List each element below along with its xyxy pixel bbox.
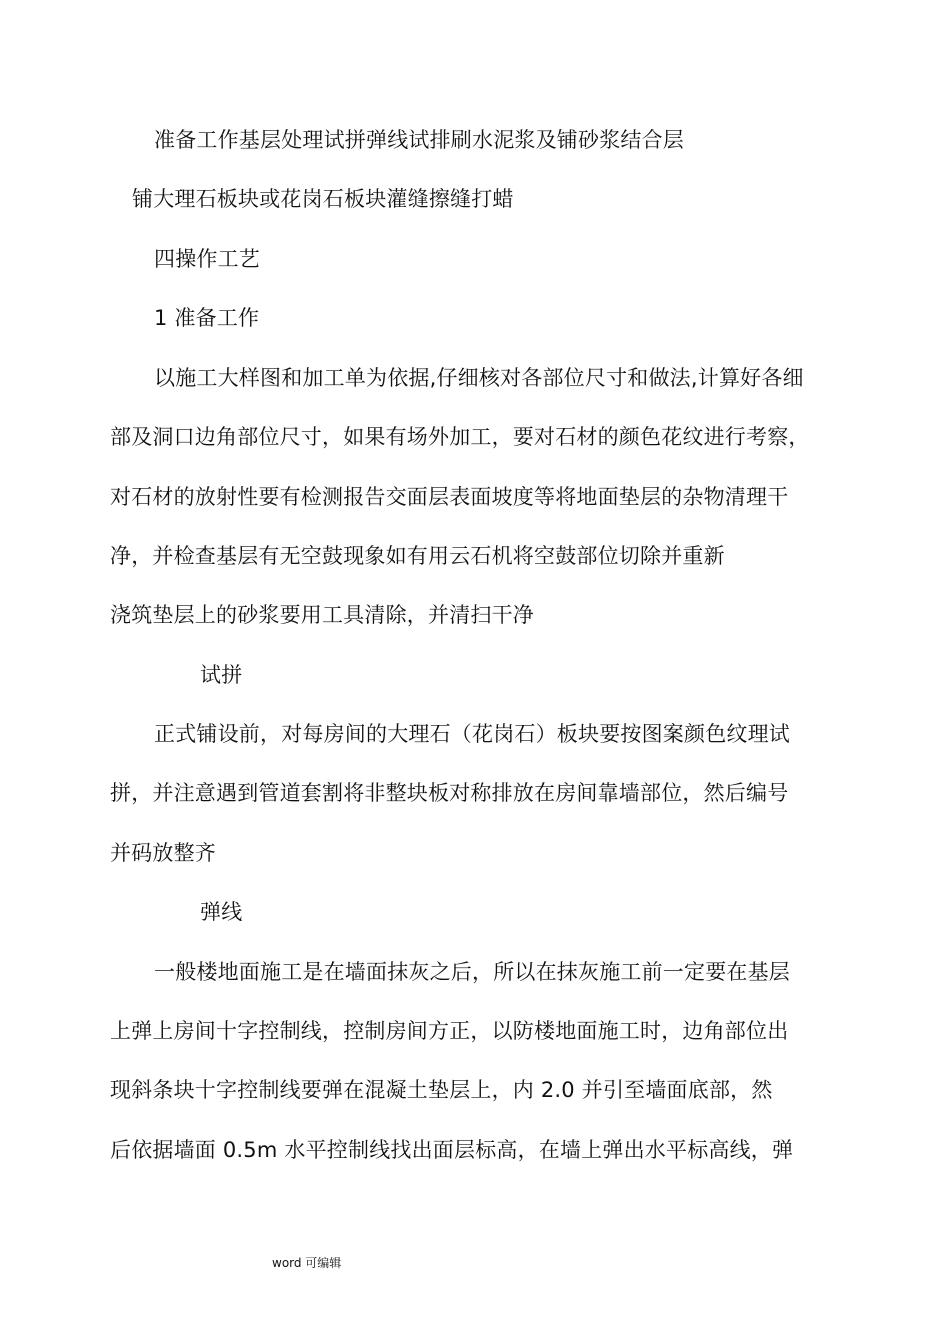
- text-line-2: 铺大理石板块或花岗石板块灌缝擦缝打蜡: [132, 187, 514, 211]
- text-line-11: 正式铺设前，对每房间的大理石（花岗石）板块要按图案颜色纹理试: [154, 722, 790, 746]
- text-line-7: 对石材的放射性要有检测报告交面层表面坡度等将地面垫层的杂物清理干: [110, 485, 789, 509]
- text-line-6: 部及洞口边角部位尺寸，如果有场外加工，要对石材的颜色花纹进行考察，: [110, 425, 810, 449]
- text-line-15: 一般楼地面施工是在墙面抹灰之后，所以在抹灰施工前一定要在基层: [154, 960, 790, 984]
- text-line-9: 浇筑垫层上的砂浆要用工具清除，并清扫干净: [110, 603, 534, 627]
- text-line-13: 并码放整齐: [110, 841, 216, 865]
- text-line-16: 上弹上房间十字控制线，控制房间方正，以防楼地面施工时，边角部位出: [110, 1019, 789, 1043]
- subheading-preparation: 1 准备工作: [154, 306, 260, 330]
- text-line-1: 准备工作基层处理试拼弹线试排刷水泥浆及铺砂浆结合层: [154, 128, 684, 152]
- text-line-17: 现斜条块十字控制线要弹在混凝土垫层上，内 2.0 并引至墙面底部，然: [110, 1078, 773, 1102]
- subheading-line-marking: 弹线: [200, 900, 243, 924]
- text-line-5: 以施工大样图和加工单为依据,仔细核对各部位尺寸和做法,计算好各细: [154, 366, 804, 390]
- section-heading-operation: 四操作工艺: [154, 247, 260, 271]
- text-line-12: 拼，并注意遇到管道套割将非整块板对称排放在房间靠墙部位，然后编号: [110, 781, 789, 805]
- footer-editable-note: word 可编辑: [272, 1256, 342, 1270]
- text-line-8: 净，并检查基层有无空鼓现象如有用云石机将空鼓部位切除并重新: [110, 544, 725, 568]
- subheading-trial-layout: 试拼: [200, 663, 243, 687]
- text-line-18: 后依据墙面 0.5m 水平控制线找出面层标高，在墙上弹出水平标高线，弹: [110, 1138, 794, 1162]
